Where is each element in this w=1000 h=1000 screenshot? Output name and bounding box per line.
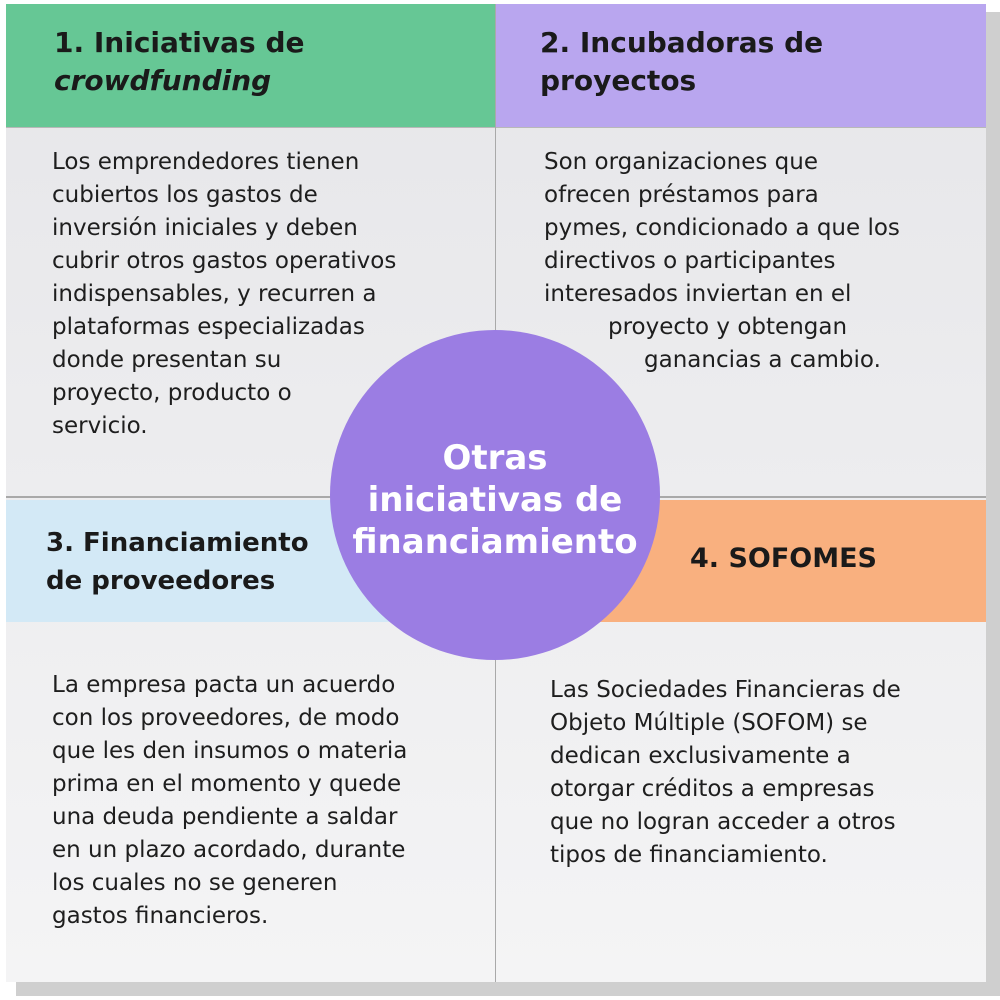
- center-title: [352, 427, 637, 563]
- text-line: interesados inviertan en el: [544, 281, 852, 307]
- quadrant-description: [52, 669, 472, 933]
- text-line: gastos financieros.: [52, 903, 269, 929]
- title-line: proyectos: [540, 64, 697, 97]
- text-line: donde presentan su: [52, 347, 282, 373]
- text-line: que no logran acceder a otros: [550, 809, 896, 835]
- text-line: tipos de financiamiento.: [550, 842, 828, 868]
- text-line: cubiertos los gastos de: [52, 182, 318, 208]
- title-line: 2. Incubadoras de: [540, 26, 824, 59]
- text-line: Los emprendedores tienen: [52, 149, 360, 175]
- text-line: plataformas especializadas: [52, 314, 365, 340]
- quadrant-title: [540, 24, 823, 100]
- center-title-line: iniciativas de: [367, 480, 623, 520]
- text-line: los cuales no se generen: [52, 870, 338, 896]
- text-line: directivos o participantes: [544, 248, 836, 274]
- quadrant-header: [6, 4, 496, 128]
- text-line: inversión iniciales y deben: [52, 215, 358, 241]
- title-line: de proveedores: [46, 566, 276, 596]
- text-line: Son organizaciones que: [544, 149, 818, 175]
- quadrant-title: [54, 24, 304, 100]
- text-line: en un plazo acordado, durante: [52, 837, 406, 863]
- title-line: 3. Financiamiento: [46, 528, 309, 558]
- text-line: con los proveedores, de modo: [52, 705, 400, 731]
- center-circle: [330, 330, 660, 660]
- text-line: servicio.: [52, 413, 148, 439]
- text-line: La empresa pacta un acuerdo: [52, 672, 396, 698]
- text-line: prima en el momento y quede: [52, 771, 402, 797]
- center-title-line: Otras: [442, 438, 548, 478]
- quadrant-header: [496, 4, 986, 128]
- text-line: Objeto Múltiple (SOFOM) se: [550, 710, 868, 736]
- title-line: 4. SOFOMES: [690, 543, 877, 574]
- text-line: pymes, condicionado a que los: [544, 215, 900, 241]
- title-line: 1. Iniciativas de: [54, 26, 305, 59]
- quadrant-description: [544, 146, 964, 377]
- quadrant-description: [550, 674, 970, 872]
- text-line: proyecto y obtengan: [608, 314, 848, 340]
- text-line: una deuda pendiente a saldar: [52, 804, 398, 830]
- text-line: otorgar créditos a empresas: [550, 776, 875, 802]
- text-line: Las Sociedades Financieras de: [550, 677, 901, 703]
- title-line-italic: crowdfunding: [54, 64, 272, 97]
- quadrant-title: [46, 524, 309, 600]
- text-line: ganancias a cambio.: [644, 347, 881, 373]
- center-title-line: financiamiento: [352, 522, 638, 562]
- text-line: ofrecen préstamos para: [544, 182, 819, 208]
- text-line: proyecto, producto o: [52, 380, 292, 406]
- text-line: cubrir otros gastos operativos: [52, 248, 397, 274]
- text-line: dedican exclusivamente a: [550, 743, 851, 769]
- text-line: que les den insumos o materia: [52, 738, 408, 764]
- quadrant-title: [690, 540, 877, 578]
- text-line: indispensables, y recurren a: [52, 281, 377, 307]
